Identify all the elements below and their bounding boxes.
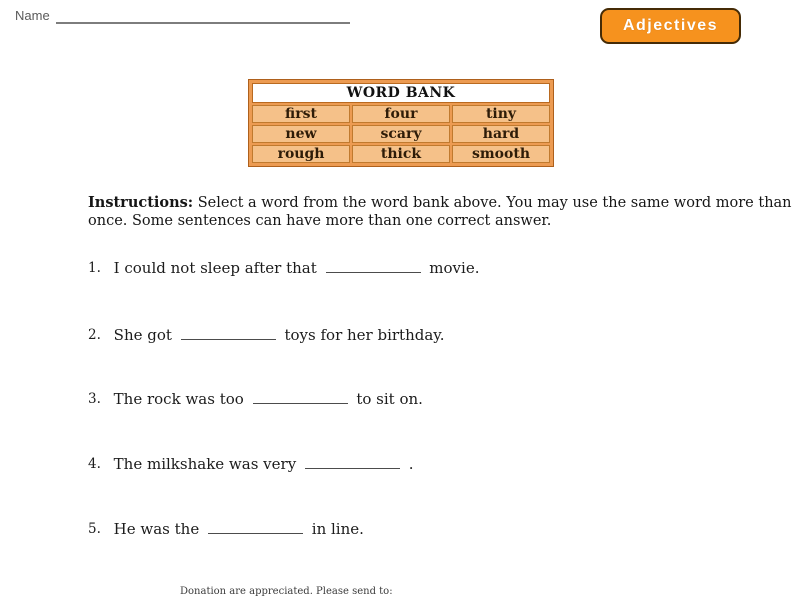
word-bank-cell: new [252,125,350,143]
answer-blank [181,327,276,340]
word-bank-cell: rough [252,145,350,163]
word-bank-title: WORD BANK [252,83,550,103]
word-bank-cell: four [352,105,450,123]
instructions-line1: Select a word from the word bank above. You may use the same word more than [197,195,792,211]
word-bank-cell: first [252,105,350,123]
word-bank-grid [252,105,550,163]
instructions-label: Instructions: [88,194,194,211]
question-text-before: He was the [113,520,200,538]
answer-blank [208,521,303,534]
question-number: 4. [88,456,101,472]
question-text-after: in line. [311,520,364,538]
question-text-after: to sit on. [356,390,423,408]
question-row-2 [88,326,748,344]
word-bank-table [248,79,554,167]
question-number: 3. [88,391,101,407]
answer-blank [253,391,348,404]
question-text-before: The milkshake was very [113,455,297,473]
word-bank-cell: thick [352,145,450,163]
question-text-after: toys for her birthday. [284,326,445,344]
question-row-4 [88,455,748,473]
word-bank-cell: smooth [452,145,550,163]
name-blank-line [56,10,350,24]
name-row [15,8,350,24]
adjectives-badge[interactable]: Adjectives [600,8,741,44]
question-text-before: I could not sleep after that [113,259,317,277]
question-number: 5. [88,521,101,537]
instructions-line2: once. Some sentences can have more than one correct answer. [88,213,552,230]
question-row-3 [88,390,748,408]
question-text-before: The rock was too [113,390,244,408]
word-bank-cell: scary [352,125,450,143]
word-bank-cell: tiny [452,105,550,123]
name-label: Name [15,8,50,23]
answer-blank [305,456,400,469]
question-row-1 [88,259,748,277]
question-row-5 [88,520,748,538]
instructions-paragraph [88,194,792,230]
question-number: 2. [88,327,101,343]
question-text-after: movie. [429,259,480,277]
question-text-before: She got [113,326,172,344]
question-number: 1. [88,260,101,276]
question-text-after: . [408,455,414,473]
word-bank-cell: hard [452,125,550,143]
donation-footer-text: Donation are appreciated. Please send to: [180,586,393,597]
answer-blank [326,260,421,273]
